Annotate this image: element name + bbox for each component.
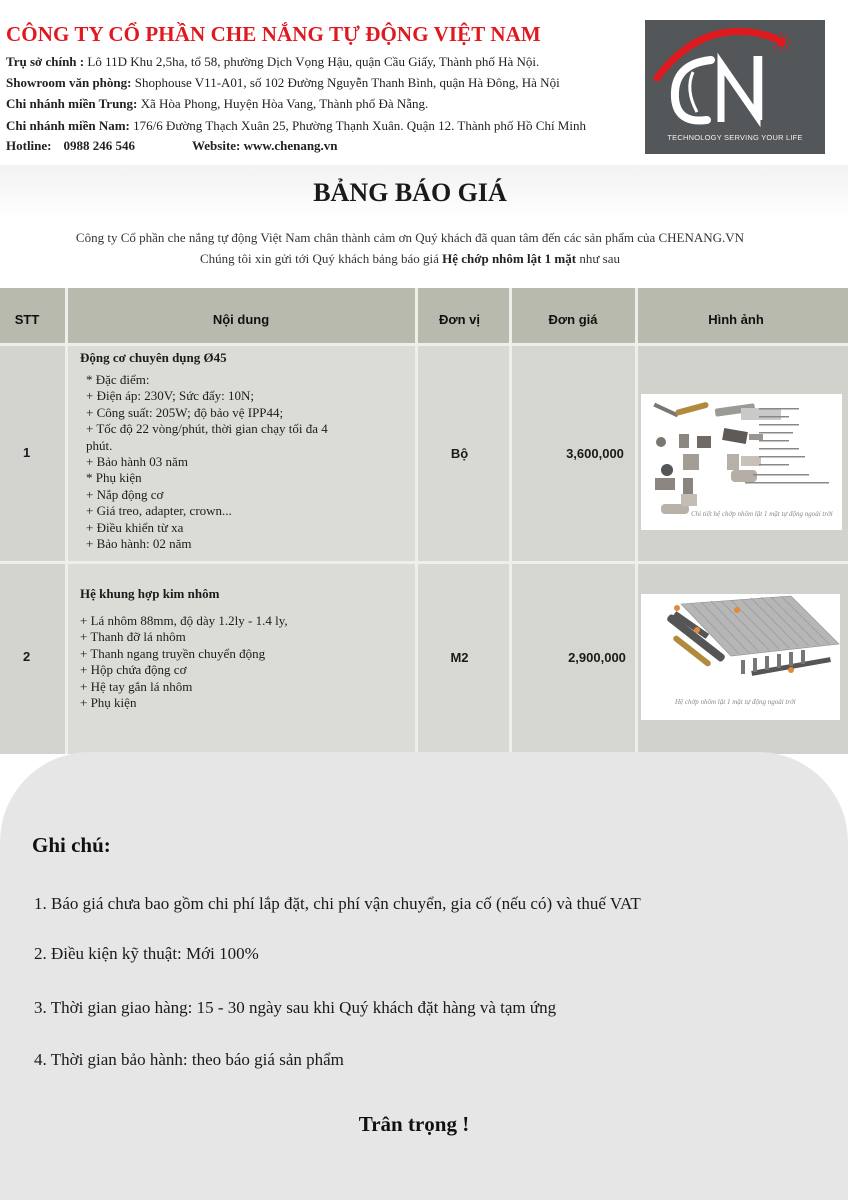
south-branch-line [6, 118, 586, 134]
motor-parts-image [641, 394, 842, 530]
spec-line: + Phụ kiện [80, 695, 137, 711]
spec-line: phút. [86, 437, 113, 453]
south-branch-label: Chi nhánh miền Nam: [6, 118, 130, 133]
spec-line: + Hệ tay gắn lá nhôm [80, 678, 193, 694]
intro-line-1: Công ty Cổ phần che nắng tự động Việt Nam chân thành cảm ơn Quý khách đã quan tâm đến các sản phẩm của CHENANG.VN [75, 230, 745, 245]
spec-line: + Bảo hành: 02 năm [86, 536, 192, 552]
note-item: 4. Thời gian bảo hành: theo báo giá sản phẩm [34, 1050, 344, 1069]
spec-line: + Điện áp: 230V; Sức đẩy: 10N; [86, 388, 254, 404]
row-title: Hệ khung hợp kim nhôm [80, 586, 220, 601]
price-table [0, 288, 848, 754]
spec-line: + Bảo hành 03 năm [86, 454, 188, 470]
hotline-number: 0988 246 546 [63, 138, 135, 153]
contact-line [6, 138, 338, 154]
spec-line: + Thanh ngang truyền chuyển động [80, 645, 266, 661]
spec-line: + Nắp động cơ [86, 486, 164, 502]
intro-line-2 [0, 251, 820, 267]
row-spec-list [80, 613, 400, 711]
website: Website: www.chenang.vn [192, 138, 338, 153]
showroom-address: Shophouse V11-A01, số 102 Đường Nguyễn Thanh Bình, quận Hà Đông, Hà Nội [131, 75, 560, 90]
company-logo [645, 20, 825, 154]
spec-line: + Tốc độ 22 vòng/phút, thời gian chạy tối đa 4 [86, 421, 328, 437]
central-branch-address: Xã Hòa Phong, Huyện Hòa Vang, Thành phố Đà Nẵng. [137, 96, 429, 111]
note-item: 2. Điều kiện kỹ thuật: Mới 100% [34, 944, 259, 963]
spec-line: + Giá treo, adapter, crown... [86, 503, 232, 519]
central-branch-line [6, 96, 428, 112]
head-office-label: Trụ sở chính : [6, 54, 85, 69]
central-branch-label: Chi nhánh miền Trung: [6, 96, 138, 111]
row-stt: 2 [23, 649, 31, 664]
row-stt: 1 [23, 445, 31, 460]
row-price: 3,600,000 [566, 446, 624, 461]
row-spec-list [86, 372, 386, 552]
spec-line: + Công suất: 205W; độ bảo vệ IPP44; [86, 404, 284, 420]
image-caption: Hệ chớp nhôm lật 1 mặt tự động ngoài trời [675, 698, 796, 706]
spec-line: + Lá nhôm 88mm, độ dày 1.2ly - 1.4 ly, [80, 613, 288, 628]
logo-tagline: TECHNOLOGY SERVING YOUR LIFE [667, 133, 803, 142]
header-content: Nội dung [212, 312, 270, 327]
note-item: 1. Báo giá chưa bao gồm chi phí lắp đặt, chi phí vận chuyển, gia cố (nếu có) và thuế VAT [34, 894, 641, 913]
frame-system-image [641, 594, 840, 720]
spec-line: + Thanh đỡ lá nhôm [80, 629, 186, 645]
note-item: 3. Thời gian giao hàng: 15 - 30 ngày sau khi Quý khách đặt hàng và tạm ứng [34, 998, 557, 1017]
header-image: Hình ảnh [708, 312, 764, 327]
company-name: CÔNG TY CỔ PHẦN CHE NẮNG TỰ ĐỘNG VIỆT NAM [6, 22, 541, 46]
header-stt: STT [14, 312, 40, 327]
showroom-line [6, 75, 560, 91]
spec-line: * Phụ kiện [86, 470, 142, 486]
row-unit: M2 [450, 650, 469, 665]
south-branch-address: 176/6 Đường Thạch Xuân 25, Phường Thạnh Xuân. Quận 12. Thành phố Hồ Chí Minh [129, 118, 586, 133]
head-office-address: Lô 11D Khu 2,5ha, tổ 58, phường Dịch Vọng Hậu, quận Cầu Giấy, Thành phố Hà Nội. [84, 54, 540, 69]
letterhead [0, 0, 848, 165]
closing-regards: Trân trọng ! [358, 1112, 470, 1136]
hotline-label: Hotline: [6, 138, 52, 153]
showroom-label: Showroom văn phòng: [6, 75, 132, 90]
image-caption: Chi tiết hệ chớp nhôm lật 1 mặt tự động ngoài trời [691, 510, 833, 518]
header-price: Đơn giá [548, 312, 598, 327]
page-title: BẢNG BÁO GIÁ [313, 178, 507, 207]
product-name: Hệ chớp nhôm lật 1 mặt [442, 251, 577, 266]
intro-prefix: Chúng tôi xin gửi tới Quý khách bảng báo giá [200, 251, 443, 266]
row-title: Động cơ chuyên dụng Ø45 [80, 350, 227, 365]
row-unit: Bộ [450, 446, 469, 461]
spec-line: + Điều khiển từ xa [86, 519, 184, 535]
notes-title: Ghi chú: [32, 833, 111, 857]
spec-line: * Đặc điểm: [86, 372, 150, 387]
header-unit: Đơn vị [438, 312, 481, 327]
intro-suffix: như sau [576, 251, 620, 266]
spec-line: + Hộp chứa động cơ [80, 662, 187, 678]
head-office-line [6, 54, 539, 70]
row-price: 2,900,000 [568, 650, 626, 665]
